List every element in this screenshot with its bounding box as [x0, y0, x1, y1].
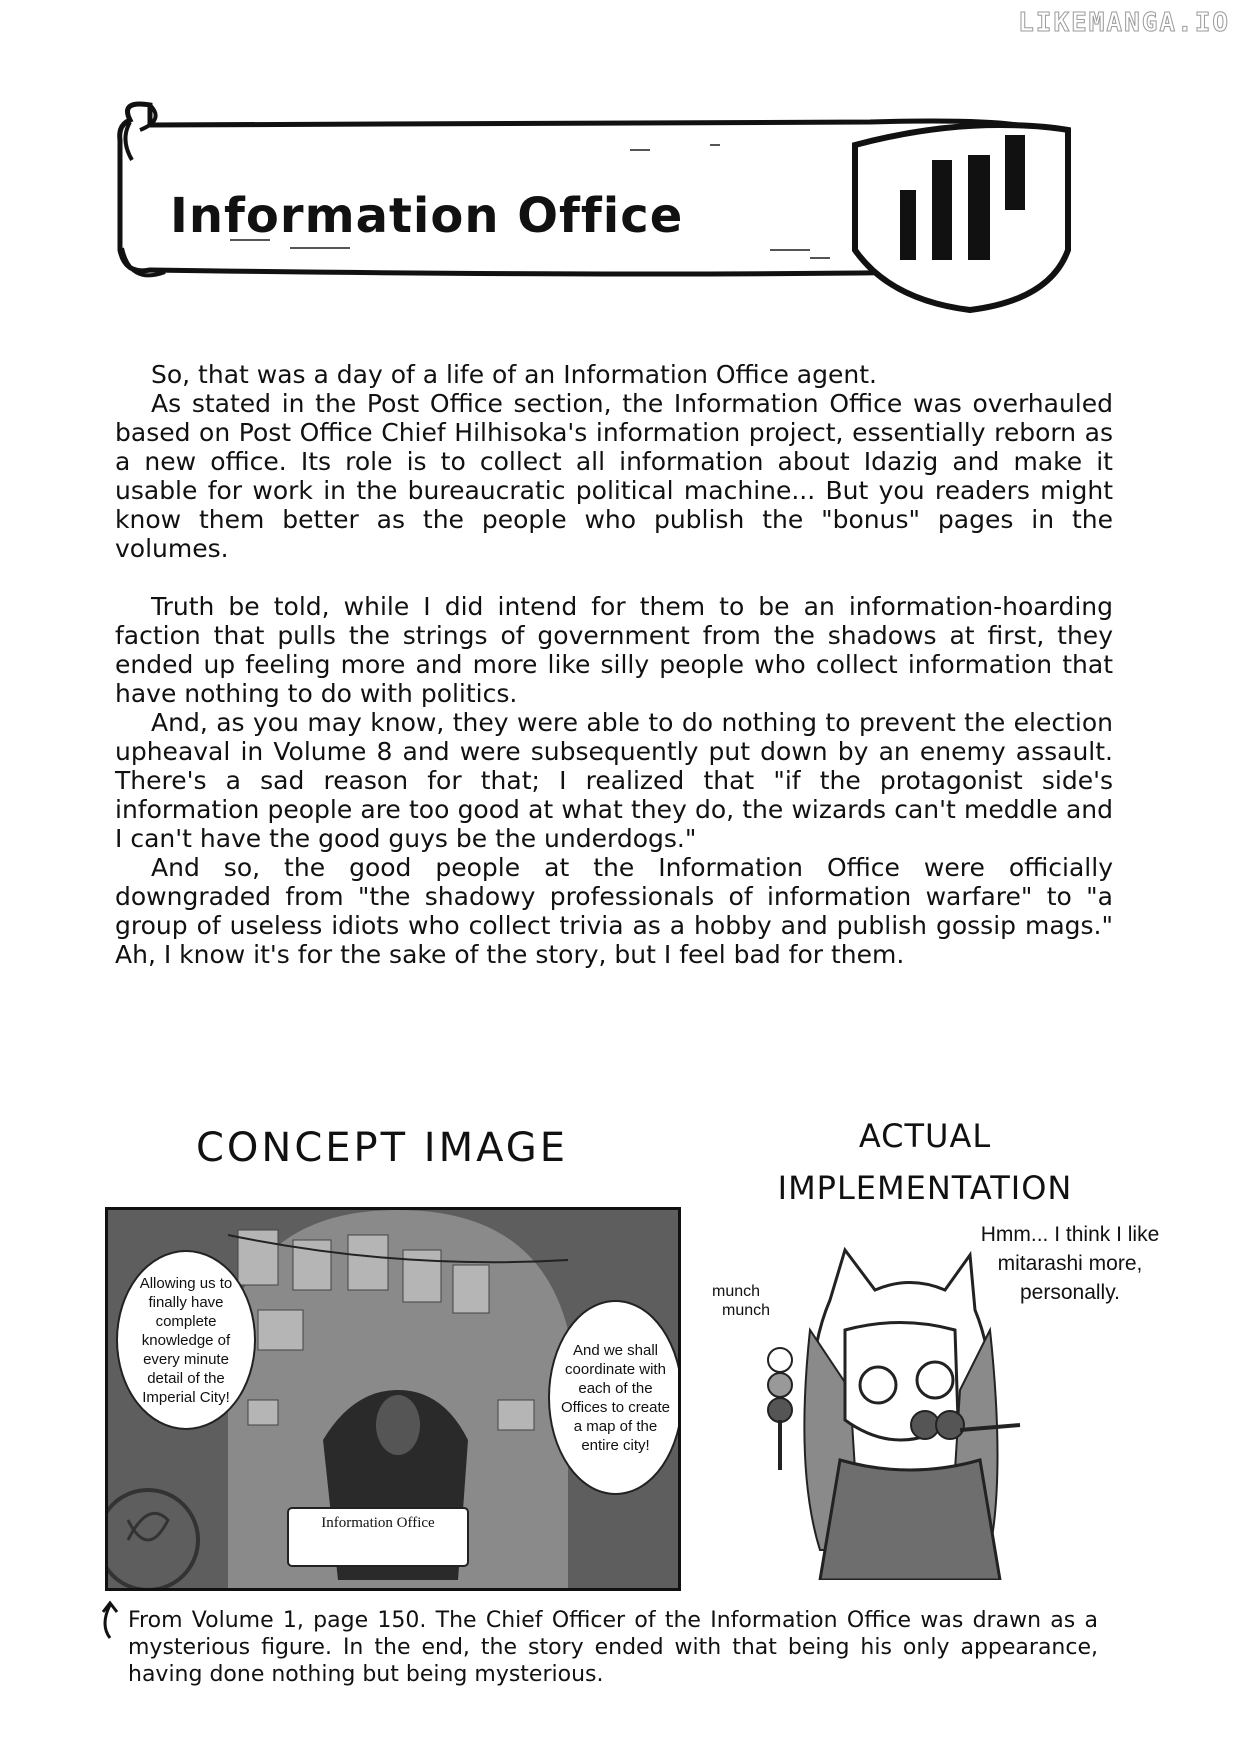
paragraph: As stated in the Post Office section, the Information Office was overhauled based on Post Office Chief Hilhisoka's information project, essentially reborn as a new office. Its role is to collect all information about Idazig and make it usable for work in the bureaucratic political machine... But you readers might know them better as the people who publish the "bonus" pages in the volumes. [115, 389, 1113, 563]
thought-text: Hmm... I think I like mitarashi more, personally. [980, 1223, 1160, 1304]
paragraph: Truth be told, while I did intend for them to be an information-hoarding faction that pulls the strings of government from the shadows at first, they ended up feeling more and more like silly people who collect information that have nothing to do with politics. [115, 592, 1113, 708]
speech-bubble-right: And we shall coordinate with each of the Offices to create a map of the entire city! [548, 1300, 681, 1495]
paragraph: And, as you may know, they were able to do nothing to prevent the election upheaval in Volume 8 and were subsequently put down by an enemy assault. There's a sad reason for that; I realized that "if the protagonist side's information people are too good at what they do, the wizards can't meddle and I can't have the good guys be the underdogs." [115, 708, 1113, 853]
sound-effect-munch-1: munch [712, 1283, 761, 1300]
page-title: Information Office [170, 188, 684, 244]
concept-heading: CONCEPT IMAGE [196, 1125, 569, 1171]
image-caption: From Volume 1, page 150. The Chief Officer of the Information Office was drawn as a mysterious figure. In the end, the story ended with that being his only appearance, having done nothing but being mysterious. [128, 1608, 1098, 1687]
scroll-label: Information Office [321, 1515, 435, 1531]
concept-panel [105, 1207, 681, 1591]
speech-bubble-left: Allowing us to finally have complete knowledge of every minute detail of the Imperial City! [116, 1250, 256, 1430]
actual-heading-line1: ACTUAL [858, 1117, 992, 1155]
sound-effect-munch-2: munch [722, 1302, 771, 1319]
paragraph: And so, the good people at the Information Office were officially downgraded from "the shadowy professionals of information warfare" to "a group of useless idiots who collect trivia as a hobby and publish gossip mags." Ah, I know it's for the sake of the story, but I feel bad for them. [115, 853, 1113, 969]
actual-heading-line2: IMPLEMENTATION [777, 1169, 1073, 1207]
arrow-up-icon [98, 1600, 122, 1640]
site-watermark: LIKEMANGA.IO [1018, 8, 1230, 38]
paragraph: So, that was a day of a life of an Information Office agent. [151, 360, 877, 389]
shield-icon [855, 125, 1068, 310]
article-body [115, 360, 1113, 969]
actual-heading [760, 1110, 1090, 1214]
